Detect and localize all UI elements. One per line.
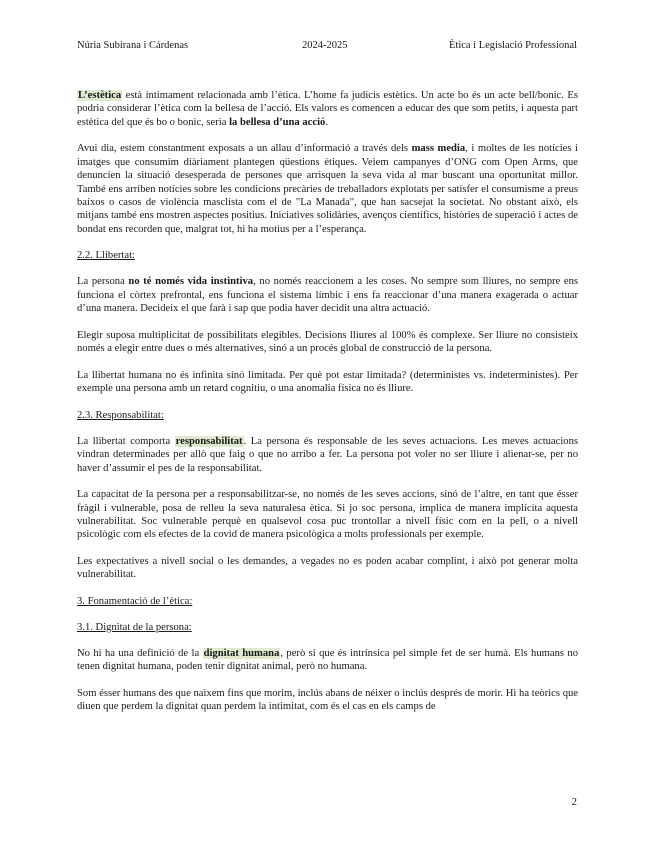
text-run: La persona (77, 276, 129, 288)
highlight-dignitat-humana: dignitat humana (203, 648, 280, 660)
text-run: , i moltes de les notícies i imatges que consumim diàriament plantegen qüestions ètiques. Veiem campanyes d’ONG com Open Arms, que denuncien la situació desesperada de persones que arrisquen la seva vida al mar buscant una oportunitat millor. També ens arriben notícies sobre les condicions precàries de treballadors explotats per satisfer el consumisme a preus baixos o casos de violència masclista com el de "La Manada", que han sacsejat la societat. No obstant això, els mitjans també ens mostren aspectes positius. Iniciatives solidàries, avenços científics, històries de superació i actes de bondat ens recorden que, malgrat tot, hi ha motius per a l’esperança. (77, 143, 578, 235)
bold-bellesa-accio: la bellesa d’una acció (229, 116, 326, 128)
text-run: No hi ha una definició de la (77, 648, 203, 660)
section-heading-responsabilitat: 2.3. Responsabilitat: (77, 409, 164, 421)
document-body (77, 89, 578, 727)
paragraph-mass-media (77, 142, 578, 236)
bold-vida-instintiva: no té només vida instintiva (128, 276, 254, 288)
highlight-responsabilitat: responsabilitat (175, 435, 243, 447)
paragraph-vulnerabilitat: La capacitat de la persona per a responsabilitzar-se, no només de les seves accions, sinó de l’altre, en tant que ésser fràgil i vulnerable, posa de relleu la seva naturalesa ètica. Si jo soc persona, implica de manera implícita aquesta vulnerabilitat. Soc vulnerable perquè en qualsevol cosa puc trontollar a nivell físic com en la pell, o a nivell psicològic com els efectes de la covid de manera psicològica a molts professionals per exemple. (77, 489, 578, 541)
paragraph-estetica (77, 89, 578, 129)
text-run: , però sí que és intrínsica pel simple fet de ser humà. Els humans no tenen dignitat humana, poden tenir dignitat animal, però no humana. (77, 648, 578, 673)
header-course: Ètica i Legislació Professional (448, 40, 577, 51)
text-run: La llibertat comporta (77, 435, 175, 447)
paragraph-dignitat-humana (77, 647, 578, 674)
paragraph-expectatives: Les expectatives a nivell social o les demandes, a vegades no es poden acabar complint, i això pot generar molta vulnerabilitat. (77, 556, 578, 581)
page-header (77, 40, 577, 54)
text-run: , no només reaccionem a les coses. No sempre som lliures, no sempre ens funciona el còrtex prefrontal, ens funciona el sistema límbic i ens fa reaccionar d’una manera exagerada o actuar d’una manera. Decideix el que farà i sap que podia haver decidit una altra actuació. (77, 276, 578, 315)
paragraph-responsabilitat (77, 435, 578, 475)
paragraph-llibertat-limitada: La llibertat humana no és infinita sinó limitada. Per què pot estar limitada? (deterministes vs. indeterministes). Per exemple una persona amb un retard cognitiu, o una anomalia física no és lliure. (77, 369, 578, 395)
section-heading-fonamentacio: 3. Fonamentació de l’ètica: (77, 596, 193, 608)
highlight-estetica: L’estètica (78, 90, 122, 101)
paragraph-elegir: Elegir suposa multiplicitat de possibilitats elegibles. Decisions lliures al 100% és complexe. Ser lliure no consisteix només a elegir entre dues o més alternatives, sinó a un procés global de construcció de la persona. (77, 329, 578, 355)
header-author: Núria Subirana i Cárdenas (77, 40, 189, 51)
text-run: . (325, 116, 328, 128)
paragraph-vida-instintiva (77, 275, 578, 315)
header-year: 2024-2025 (302, 40, 348, 51)
section-heading-dignitat: 3.1. Dignitat de la persona: (77, 622, 192, 634)
bold-mass-media: mass media (411, 143, 466, 155)
text-run: Avui dia, estem constantment exposats a un allau d’informació a través dels (77, 143, 412, 155)
text-run: . La persona és responsable de les seves actuacions. Les meves actuacions vindran determinades per allò que faig o que no arribo a fer. La persona pot voler no ser lliure i alienar-se, per no haver d’assumir el pes de la responsabilitat. (77, 435, 578, 474)
text-run: està íntimament relacionada amb l’ètica. L’home fa judicis estètics. Un acte bo és un acte bell/bonic. Es podria considerar l’ètica com la bellesa de l’acció. Els valors es comencen a educar des que som petits, i aquesta part estètica del que és bo o bonic, seria (77, 90, 578, 128)
paragraph-esser-huma: Som ésser humans des que naixem fins que morim, inclús abans de néixer o inclús després de morir. Hi ha teòrics que diuen que perdem la dignitat quan perdem la intimitat, com és el cas en els camps de (77, 688, 578, 713)
section-heading-llibertat: 2.2. Llibertat: (77, 250, 135, 262)
page-number: 2 (571, 796, 577, 808)
